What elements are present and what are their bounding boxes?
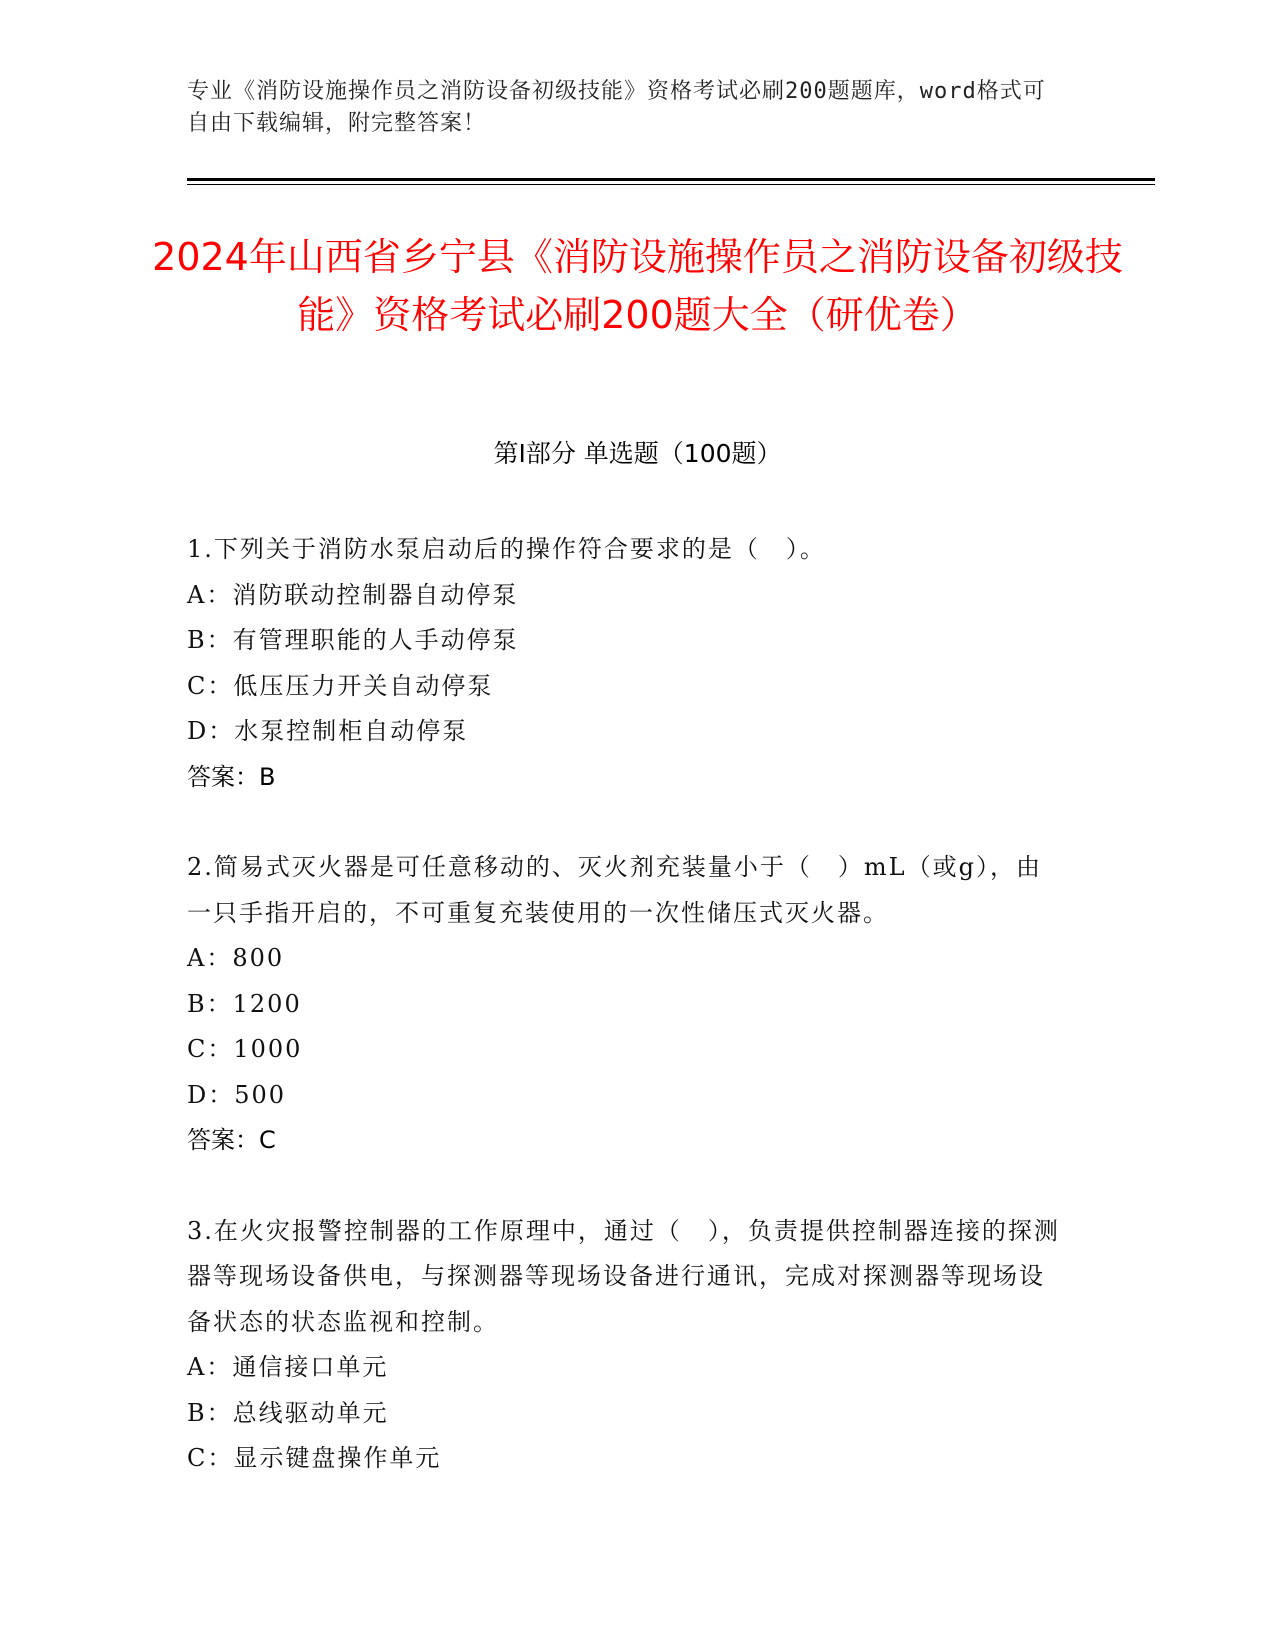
- header-divider-thick: [187, 178, 1155, 181]
- question-3: [187, 1209, 1067, 1482]
- option-a: A：消防联动控制器自动停泵: [187, 580, 519, 609]
- answer: 答案：B: [187, 762, 276, 791]
- option-d: D：水泵控制柜自动停泵: [187, 717, 469, 745]
- option-b: B：1200: [187, 989, 302, 1018]
- question-2: [187, 845, 1067, 1164]
- header-divider-thin: [187, 184, 1155, 185]
- option-a: A：通信接口单元: [187, 1353, 389, 1381]
- option-b: B：有管理职能的人手动停泵: [187, 626, 519, 654]
- question-list: [187, 527, 1067, 1527]
- option-b: B：总线驱动单元: [187, 1398, 389, 1427]
- question-stem: 1.下列关于消防水泵启动后的操作符合要求的是（ ）。: [187, 535, 826, 563]
- section-title: 第Ⅰ部分 单选题（100题）: [493, 439, 782, 468]
- option-c: C：低压压力开关自动停泵: [187, 671, 494, 700]
- answer: 答案：C: [187, 1126, 276, 1154]
- question-stem: 3.在火灾报警控制器的工作原理中，通过（ ），负责提供控制器连接的探测器等现场设备供电，与探测器等现场设备进行通讯，完成对探测器等现场设备状态的状态监视和控制。: [187, 1216, 1060, 1336]
- option-c: C：1000: [187, 1035, 303, 1063]
- option-d: D：500: [187, 1080, 287, 1109]
- option-a: A：800: [187, 944, 285, 972]
- option-c: C：显示键盘操作单元: [187, 1444, 442, 1472]
- question-1: [187, 527, 1067, 800]
- document-title: 2024年山西省乡宁县《消防设施操作员之消防设备初级技能》资格考试必刷200题大全（研优卷）: [152, 235, 1123, 337]
- header-note: 专业《消防设施操作员之消防设备初级技能》资格考试必刷200题题库，word格式可自由下载编辑，附完整答案！: [187, 79, 1046, 136]
- question-stem: 2.简易式灭火器是可任意移动的、灭火剂充装量小于（ ）mL（或g），由一只手指开启的，不可重复充装使用的一次性储压式灭火器。: [187, 853, 1042, 927]
